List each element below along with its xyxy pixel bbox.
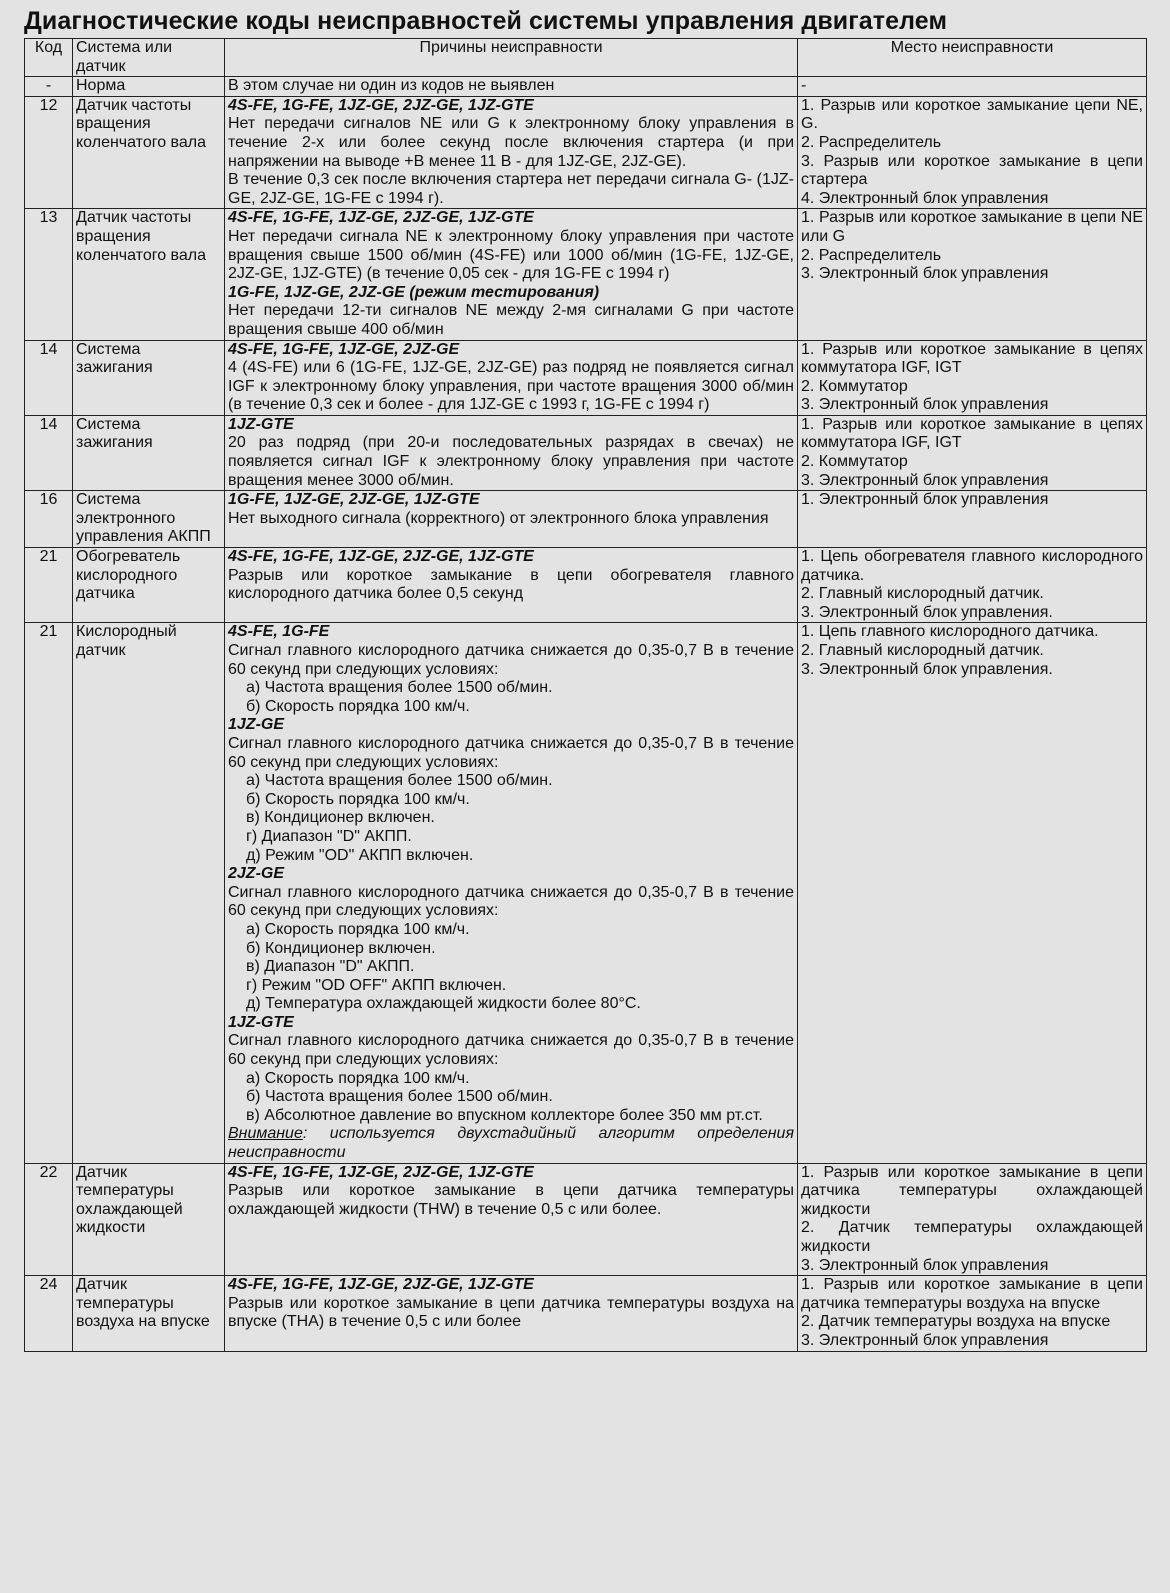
fault-causes	[225, 1276, 798, 1351]
fault-code: 14	[25, 340, 73, 415]
engine-models: 4S-FE, 1G-FE, 1JZ-GE, 2JZ-GE, 1JZ-GTE	[228, 1276, 534, 1294]
location-item: 3. Электронный блок управления	[801, 1331, 1049, 1349]
condition-item: б) Кондиционер включен.	[246, 939, 436, 957]
location-item: 1. Цепь обогревателя главного кислородного датчика.	[801, 548, 1143, 584]
engine-models: 4S-FE, 1G-FE	[228, 623, 330, 641]
cause-text: Разрыв или короткое замыкание в цепи датчика температуры охлаждающей жидкости (THW) в течение 0,5 с или более.	[228, 1182, 794, 1218]
location-item: 1. Разрыв или короткое замыкание цепи NE, G.	[801, 96, 1143, 133]
condition-item: б) Частота вращения более 1500 об/мин.	[246, 1088, 553, 1106]
location-item: 2. Датчик температуры воздуха на впуске	[801, 1313, 1111, 1331]
table-row	[25, 1276, 1147, 1351]
location-item: -	[801, 77, 807, 95]
system-name: Система зажигания	[73, 340, 225, 415]
system-name: Датчик частоты вращения коленчатого вала	[73, 209, 225, 340]
location-item: 1. Электронный блок управления	[801, 491, 1049, 509]
engine-models: 4S-FE, 1G-FE, 1JZ-GE, 2JZ-GE, 1JZ-GTE	[228, 1163, 534, 1181]
table-row	[25, 340, 1147, 415]
header-system: Система или датчик	[73, 39, 225, 77]
header-location: Место неисправности	[798, 39, 1147, 77]
fault-causes	[225, 491, 798, 548]
fault-location	[798, 1276, 1147, 1351]
location-item: 3. Электронный блок управления	[801, 396, 1049, 414]
fault-location	[798, 623, 1147, 1163]
table-row	[25, 209, 1147, 340]
cause-text: Сигнал главного кислородного датчика снижается до 0,35-0,7 В в течение 60 секунд при следующих условиях:	[228, 883, 794, 920]
fault-causes	[225, 77, 798, 97]
location-item: 3. Разрыв или короткое замыкание в цепи стартера	[801, 152, 1143, 189]
engine-models: 4S-FE, 1G-FE, 1JZ-GE, 2JZ-GE, 1JZ-GTE	[228, 209, 534, 227]
fault-location	[798, 96, 1147, 209]
location-item: 1. Цепь главного кислородного датчика.	[801, 623, 1099, 641]
fault-causes	[225, 623, 798, 1163]
table-row	[25, 77, 1147, 97]
cause-text: Разрыв или короткое замыкание в цепи датчика температуры воздуха на впуске (THA) в течение 0,5 с или более	[228, 1294, 794, 1331]
fault-code: 16	[25, 491, 73, 548]
location-item: 3. Электронный блок управления.	[801, 603, 1053, 621]
fault-code: 24	[25, 1276, 73, 1351]
fault-code: 21	[25, 548, 73, 623]
cause-text: Нет выходного сигнала (корректного) от электронного блока управления	[228, 509, 769, 527]
header-causes: Причины неисправности	[225, 39, 798, 77]
location-item: 1. Разрыв или короткое замыкание в цепях коммутатора IGF, IGT	[801, 415, 1143, 452]
location-item: 2. Коммутатор	[801, 453, 908, 471]
fault-causes	[225, 209, 798, 340]
system-name: Система электронного управления АКПП	[73, 491, 225, 548]
system-name: Датчик температуры охлаждающей жидкости	[73, 1163, 225, 1276]
condition-item: а) Скорость порядка 100 км/ч.	[246, 920, 470, 938]
engine-models: 2JZ-GE	[228, 865, 285, 883]
condition-item: б) Скорость порядка 100 км/ч.	[246, 790, 470, 808]
engine-models: 4S-FE, 1G-FE, 1JZ-GE, 2JZ-GE, 1JZ-GTE	[228, 548, 534, 566]
system-name: Система зажигания	[73, 415, 225, 490]
fault-causes	[225, 415, 798, 490]
system-name: Датчик частоты вращения коленчатого вала	[73, 96, 225, 209]
fault-code: 12	[25, 96, 73, 209]
condition-item: в) Кондиционер включен.	[246, 809, 435, 827]
engine-models: 1JZ-GTE	[228, 1013, 294, 1031]
location-item: 2. Распределитель	[801, 246, 942, 264]
condition-item: б) Скорость порядка 100 км/ч.	[246, 697, 470, 715]
engine-models: 4S-FE, 1G-FE, 1JZ-GE, 2JZ-GE	[228, 340, 460, 358]
cause-text: В этом случае ни один из кодов не выявлен	[228, 77, 555, 95]
fault-causes	[225, 96, 798, 209]
cause-text: В течение 0,3 сек после включения стартера нет передачи сигнала G- (1JZ-GE, 2JZ-GE, 1G-FE с 1994 г).	[228, 171, 794, 207]
fault-code: 21	[25, 623, 73, 1163]
location-item: 1. Разрыв или короткое замыкание в цепи NE или G	[801, 209, 1143, 245]
table-row	[25, 96, 1147, 209]
fault-code: 13	[25, 209, 73, 340]
cause-text: 4 (4S-FE) или 6 (1G-FE, 1JZ-GE, 2JZ-GE) раз подряд не появляется сигнал IGF к электронному блоку управления, при частоте вращения 3000 об/мин (в течение 0,3 сек и более - для 1JZ-GE с 1993 г, 1G-FE с 1994 г)	[228, 359, 794, 414]
fault-location	[798, 491, 1147, 548]
table-header-row	[25, 39, 1147, 77]
fault-code: 22	[25, 1163, 73, 1276]
cause-text: Нет передачи сигнала NE к электронному блоку управления при частоте вращения свыше 1500 об/мин (4S-FE) или 1000 об/мин (1G-FE, 1JZ-GE, 2JZ-GE, 1JZ-GTE) (в течение 0,05 сек - для 1G-FE с 1994 г)	[228, 227, 794, 283]
system-name: Обогреватель кислородного датчика	[73, 548, 225, 623]
attention-text: : используется двухстадийный алгоритм определения неисправности	[228, 1125, 794, 1162]
location-item: 2. Датчик температуры охлаждающей жидкости	[801, 1219, 1143, 1255]
location-item: 2. Коммутатор	[801, 377, 908, 395]
fault-code: 14	[25, 415, 73, 490]
location-item: 3. Электронный блок управления	[801, 1256, 1049, 1274]
system-name: Кислородный датчик	[73, 623, 225, 1163]
condition-item: в) Абсолютное давление во впускном коллекторе более 350 мм рт.ст.	[246, 1106, 763, 1124]
cause-text: Сигнал главного кислородного датчика снижается до 0,35-0,7 В в течение 60 секунд при следующих условиях:	[228, 1032, 794, 1069]
location-item: 3. Электронный блок управления.	[801, 660, 1053, 678]
fault-location	[798, 548, 1147, 623]
location-item: 4. Электронный блок управления	[801, 189, 1049, 207]
cause-text: Сигнал главного кислородного датчика снижается до 0,35-0,7 В в течение 60 секунд при следующих условиях:	[228, 734, 794, 771]
condition-item: д) Режим "OD" АКПП включен.	[246, 846, 474, 864]
fault-causes	[225, 548, 798, 623]
header-code: Код	[25, 39, 73, 77]
condition-item: а) Частота вращения более 1500 об/мин.	[246, 679, 553, 697]
condition-item: а) Скорость порядка 100 км/ч.	[246, 1069, 470, 1087]
fault-location	[798, 209, 1147, 340]
table-row	[25, 491, 1147, 548]
location-item: 3. Электронный блок управления	[801, 265, 1049, 283]
page-title: Диагностические коды неисправностей системы управления двигателем	[24, 7, 948, 35]
location-item: 1. Разрыв или короткое замыкание в цепи датчика температуры воздуха на впуске	[801, 1276, 1143, 1312]
condition-item: д) Температура охлаждающей жидкости более 80°С.	[246, 995, 641, 1013]
location-item: 2. Главный кислородный датчик.	[801, 642, 1044, 659]
fault-location	[798, 340, 1147, 415]
condition-item: г) Режим "OD OFF" АКПП включен.	[246, 976, 507, 994]
fault-causes	[225, 1163, 798, 1276]
diagnostic-codes-table	[24, 38, 1147, 1352]
fault-location	[798, 1163, 1147, 1276]
engine-models: 1G-FE, 1JZ-GE, 2JZ-GE, 1JZ-GTE	[228, 491, 480, 509]
fault-causes	[225, 340, 798, 415]
condition-item: в) Диапазон "D" АКПП.	[246, 958, 415, 976]
condition-item: а) Частота вращения более 1500 об/мин.	[246, 772, 553, 790]
table-row	[25, 1163, 1147, 1276]
cause-text: Нет передачи 12-ти сигналов NE между 2-мя сигналами G при частоте вращения свыше 400 об/мин	[228, 302, 794, 338]
location-item: 3. Электронный блок управления	[801, 471, 1049, 489]
fault-code: -	[25, 77, 73, 97]
condition-item: г) Диапазон "D" АКПП.	[246, 827, 412, 845]
attention-label: Внимание	[228, 1125, 303, 1143]
table-row	[25, 415, 1147, 490]
cause-text: Нет передачи сигналов NE или G к электронному блоку управления в течение 2-х или более секунд после включения стартера (и при напряжении на выводе +B менее 11 В - для 1JZ-GE, 2JZ-GE).	[228, 115, 794, 170]
engine-models: 1G-FE, 1JZ-GE, 2JZ-GE (режим тестирования)	[228, 283, 600, 301]
location-item: 1. Разрыв или короткое замыкание в цепи датчика температуры охлаждающей жидкости	[801, 1163, 1143, 1218]
location-item: 2. Распределитель	[801, 133, 942, 151]
fault-location	[798, 77, 1147, 97]
location-item: 2. Главный кислородный датчик.	[801, 585, 1044, 603]
engine-models: 1JZ-GTE	[228, 415, 294, 433]
table-row	[25, 548, 1147, 623]
location-item: 1. Разрыв или короткое замыкание в цепях коммутатора IGF, IGT	[801, 340, 1143, 377]
cause-text: 20 раз подряд (при 20-и последовательных разрядах в свечах) не появляется сигнал IGF к электронному блоку управления при частоте вращения менее 3000 об/мин.	[228, 434, 794, 489]
engine-models: 4S-FE, 1G-FE, 1JZ-GE, 2JZ-GE, 1JZ-GTE	[228, 96, 534, 114]
attention-note	[228, 1125, 794, 1162]
system-name: Датчик температуры воздуха на впуске	[73, 1276, 225, 1351]
system-name: Норма	[73, 77, 225, 97]
engine-models: 1JZ-GE	[228, 716, 285, 734]
cause-text: Разрыв или короткое замыкание в цепи обогревателя главного кислородного датчика более 0,5 секунд	[228, 566, 794, 603]
fault-location	[798, 415, 1147, 490]
cause-text: Сигнал главного кислородного датчика снижается до 0,35-0,7 В в течение 60 секунд при следующих условиях:	[228, 642, 794, 678]
table-row	[25, 623, 1147, 1163]
